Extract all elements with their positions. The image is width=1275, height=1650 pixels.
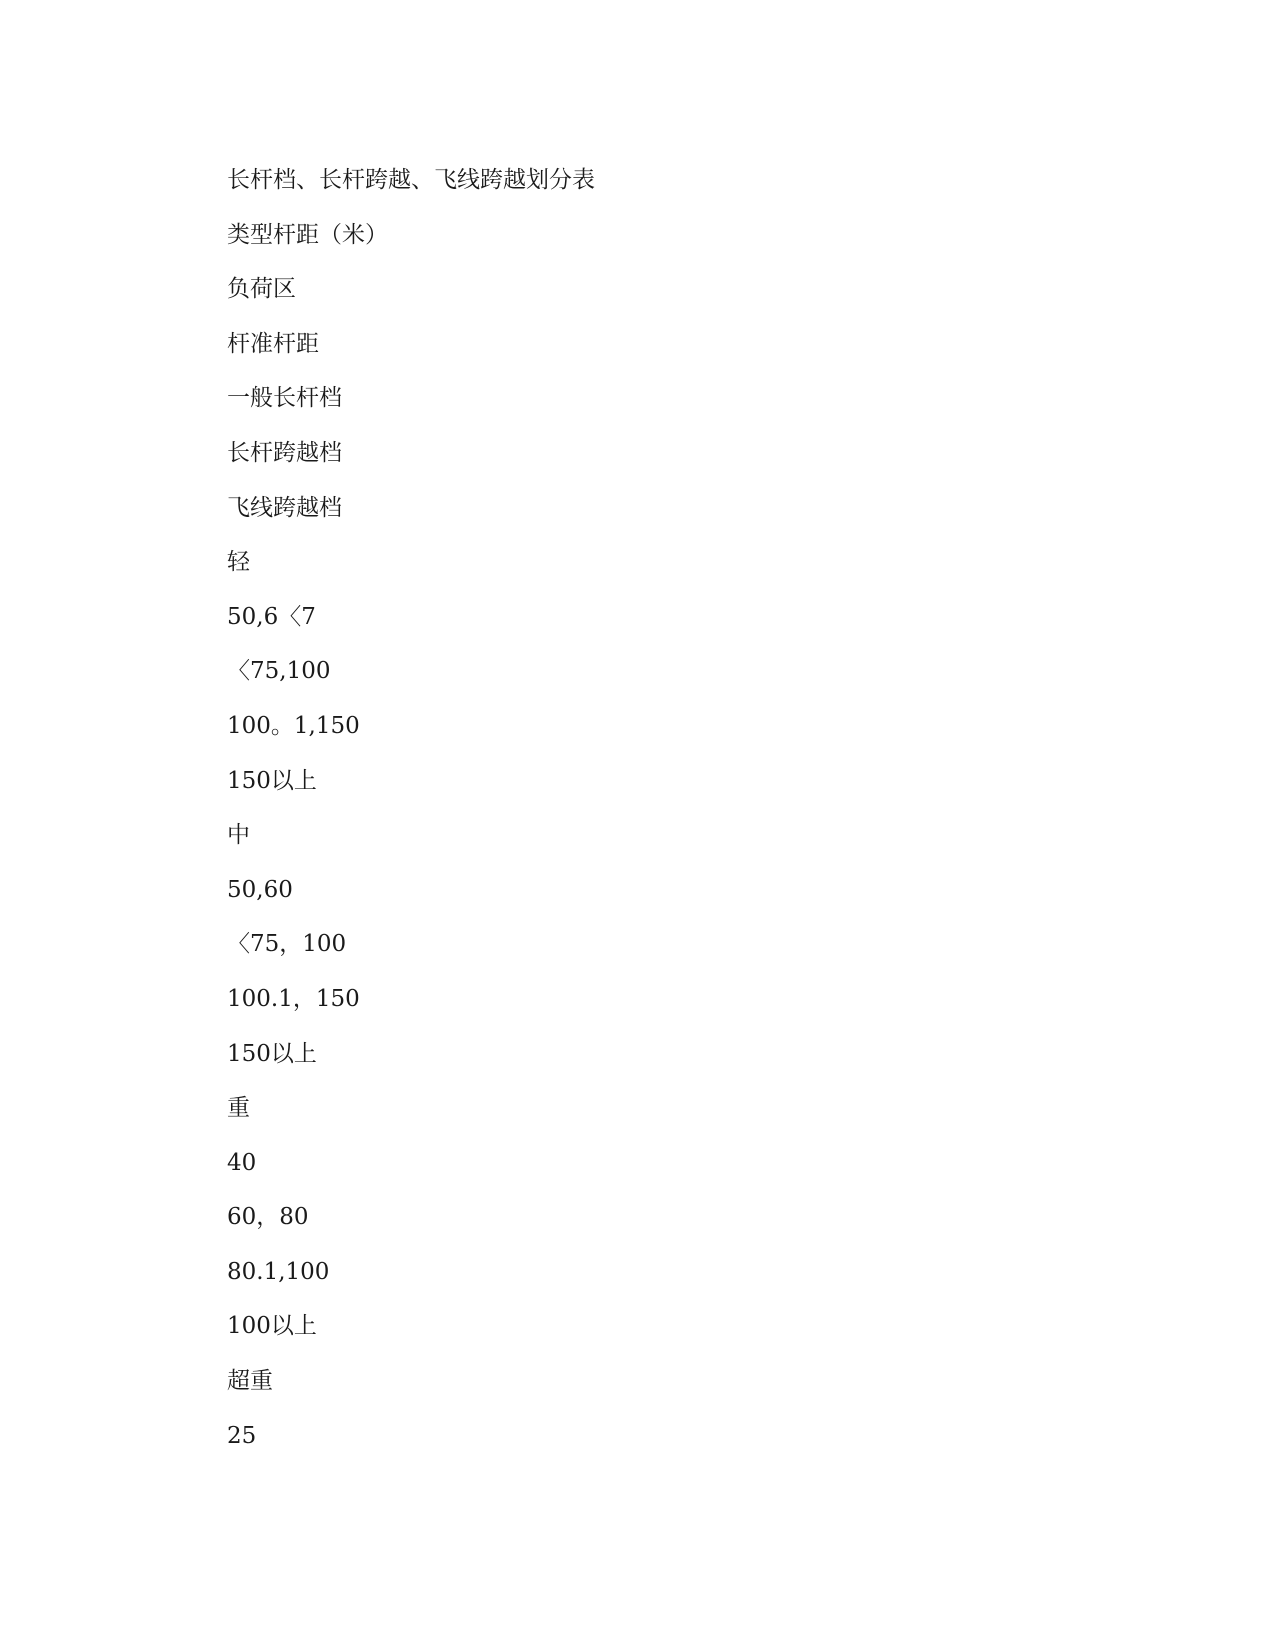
load-zone-heavy: 重 <box>227 1095 250 1122</box>
medium-flying-line-crossing: 150以上 <box>227 1040 317 1067</box>
medium-long-span-crossing: 100.1，150 <box>227 985 360 1012</box>
extra-heavy-standard-distance: 25 <box>227 1422 257 1449</box>
light-standard-distance: 50,6〈7 <box>227 603 316 630</box>
heavy-general-long-span: 60，80 <box>227 1204 309 1231</box>
table-title: 长杆档、长杆跨越、飞线跨越划分表 <box>227 167 595 193</box>
light-flying-line-crossing: 150以上 <box>227 767 317 794</box>
document-body <box>227 166 595 1476</box>
header-long-span-crossing: 长杆跨越档 <box>227 439 342 466</box>
load-zone-medium: 中 <box>227 822 250 849</box>
heavy-flying-line-crossing: 100以上 <box>227 1313 317 1340</box>
header-load-zone: 负荷区 <box>227 276 296 303</box>
header-type-pole-distance: 类型杆距（米） <box>227 221 388 248</box>
heavy-standard-distance: 40 <box>227 1149 257 1176</box>
medium-general-long-span: 〈75，100 <box>227 931 347 958</box>
light-general-long-span: 〈75,100 <box>227 658 331 685</box>
light-long-span-crossing: 100。1,150 <box>227 712 360 739</box>
header-standard-pole-distance: 杆准杆距 <box>227 330 319 357</box>
header-general-long-span: 一般长杆档 <box>227 385 342 412</box>
load-zone-extra-heavy: 超重 <box>227 1368 273 1395</box>
load-zone-light: 轻 <box>227 549 250 576</box>
medium-standard-distance: 50,60 <box>227 876 293 903</box>
header-flying-line-crossing: 飞线跨越档 <box>227 494 342 521</box>
heavy-long-span-crossing: 80.1,100 <box>227 1258 330 1285</box>
